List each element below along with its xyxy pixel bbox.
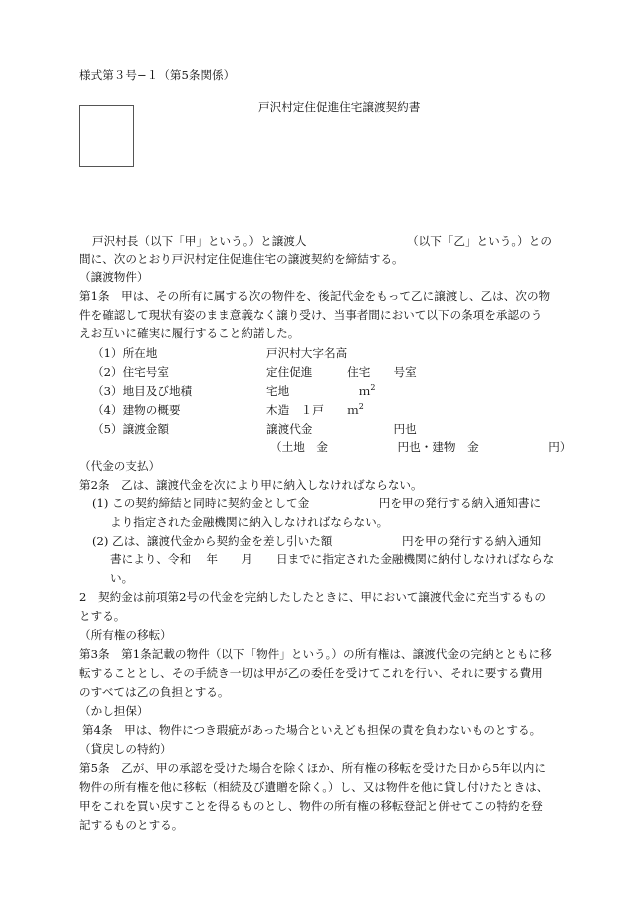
preamble-line1-a: 戸沢村長（以下「甲」という。）と譲渡人 — [92, 234, 307, 248]
article5-heading: （貸戻しの特約） — [79, 742, 172, 756]
article5-line2: 物件の所有権を他に移転（相続及び遺贈を除く。）し、又は物件を他に貸し付けたときは、 — [79, 780, 549, 794]
item3-label: （3）地目及び地積 — [92, 384, 193, 398]
article2-para2-line1: 2 契約金は前項第2号の代金を完納したしたときに、甲において譲渡代金に充当するもの — [79, 590, 546, 604]
article1-line1: 第1条 甲は、その所有に属する次の物件を、後記代金をもって乙に譲渡し、乙は、次の物 — [79, 289, 551, 303]
article5-line1: 第5条 乙が、甲の承認を受けた場合を除くほか、所有権の移転を受けた日から5年以内に — [79, 761, 546, 775]
item3-value-text: 宅地 ｍ — [266, 384, 371, 398]
article3-heading: （所有権の移転） — [79, 628, 172, 642]
item1-value: 戸沢村大字名高 — [266, 346, 348, 360]
stamp-box — [79, 105, 134, 167]
article2-para2-line2: とする。 — [79, 609, 126, 623]
item4-value — [266, 402, 364, 418]
article3-line2: 転することとし、その手続き一切は甲が乙の委任を受けてこれを行い、それに要する費用 — [79, 666, 543, 680]
article3-line3: のすべては乙の負担とする。 — [79, 685, 230, 699]
article3-line1: 第3条 第1条記載の物件（以下「物件」という。）の所有権は、譲渡代金の完納とともに移 — [79, 647, 552, 661]
article4-line: 第4条 甲は、物件につき瑕疵があった場合といえども担保の責を負わないものとする。 — [82, 723, 542, 737]
square-unit-sup: 2 — [358, 402, 364, 412]
preamble-line1-b: （以下「乙」という。）との — [407, 234, 552, 248]
price-detail: （土地 金 円也・建物 金 円） — [270, 440, 572, 454]
preamble-line2: 間に、次のとおり戸沢村定住促進住宅の譲渡契約を締結する。 — [79, 252, 404, 266]
item2-label: （2）住宅号室 — [92, 365, 169, 379]
article2-sub2-line1: (2) 乙は、譲渡代金から契約金を差し引いた額 円を甲の発行する納入通知 — [92, 534, 542, 548]
document-title: 戸沢村定住促進住宅譲渡契約書 — [258, 100, 421, 114]
item2-value: 定住促進 住宅 号室 — [266, 365, 417, 379]
square-unit-sup: 2 — [370, 383, 376, 393]
form-number: 様式第３号−１（第5条関係） — [79, 68, 236, 82]
article1-line3: えお互いに確実に履行すること約諾した。 — [79, 326, 300, 340]
article5-line3: 甲をこれを買い戻すことを得るものとし、物件の所有権の移転登記と併せてこの特約を登 — [79, 799, 543, 813]
article1-heading: （譲渡物件） — [79, 270, 149, 284]
article2-sub1-line2: より指定された金融機関に納入しなければならない。 — [110, 515, 389, 529]
item5-value: 譲渡代金 円也 — [266, 422, 417, 436]
item4-value-text: 木造 １戸 ｍ — [266, 403, 359, 417]
item3-value — [266, 383, 375, 399]
article2-sub2-line2: 書により、令和 年 月 日までに指定された金融機関に納付しなければならな — [110, 552, 555, 566]
article4-heading: （かし担保） — [79, 704, 149, 718]
item4-label: （4）建物の概要 — [92, 403, 181, 417]
article2-sub2-line3: い。 — [110, 571, 134, 585]
article1-line2: 件を確認して現状有姿のまま意義なく譲り受け、当事者間において以下の条項を承認のう — [79, 308, 543, 322]
article2-line: 第2条 乙は、譲渡代金を次により甲に納入しなければならない。 — [79, 478, 423, 492]
item5-label: （5）譲渡金額 — [92, 422, 169, 436]
article2-sub1-line1: (1) この契約締結と同時に契約金として金 円を甲の発行する納入通知書に — [92, 496, 542, 510]
article5-line4: 記するものとする。 — [79, 818, 184, 832]
item1-label: （1）所在地 — [92, 346, 158, 360]
article2-heading: （代金の支払） — [79, 459, 161, 473]
